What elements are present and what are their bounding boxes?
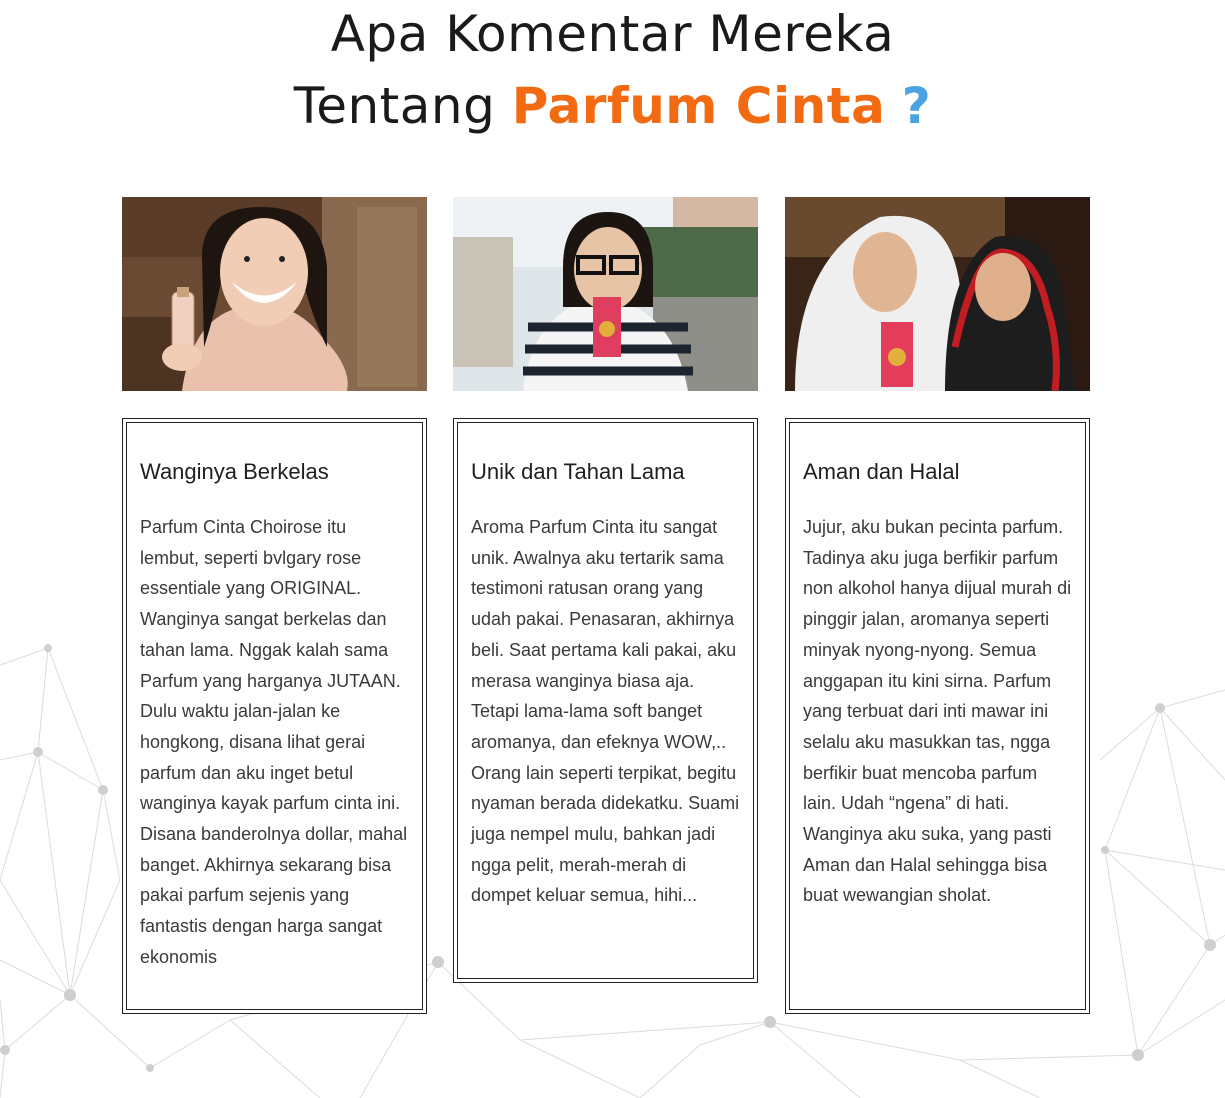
heading-line-1: Apa Komentar Mereka	[330, 5, 895, 63]
testimonial-card-2	[453, 418, 758, 983]
testimonial-card-1	[122, 418, 427, 1014]
heading-line-2	[0, 70, 1225, 142]
testimonial-title: Aman dan Halal	[803, 459, 960, 484]
testimonial-title: Unik dan Tahan Lama	[471, 459, 685, 484]
heading-prefix: Tentang	[293, 77, 512, 135]
testimonial-text: Parfum Cinta Choirose itu lembut, seperti bvlgary rose essentiale yang ORIGINAL. Wanginya sangat berkelas dan tahan lama. Nggak kalah sama Parfum yang harganya JUTAAN. Dulu waktu jalan-jalan ke hongkong, disana lihat gerai parfum dan aku inget betul wanginya kayak parfum cinta ini. Disana banderolnya dollar, mahal banget. Akhirnya sekarang bisa pakai parfum sejenis yang fantastis dengan harga sangat ekonomis	[140, 517, 408, 967]
testimonial-card-frame	[789, 422, 1086, 1010]
testimonial-card-frame	[126, 422, 423, 1010]
testimonial-card-3	[785, 418, 1090, 1014]
heading-brand-name: Parfum Cinta	[511, 77, 886, 135]
section-heading	[0, 0, 1225, 142]
testimonial-card-frame	[457, 422, 754, 979]
testimonial-text: Aroma Parfum Cinta itu sangat unik. Awalnya aku tertarik sama testimoni ratusan orang yang udah pakai. Penasaran, akhirnya beli. Saat pertama kali pakai, aku merasa wanginya biasa aja. Tetapi lama-lama soft banget aromanya, dan efeknya WOW,.. Orang lain seperti terpikat, begitu nyaman berada didekatku. Suami juga nempel mulu, bahkan jadi ngga pelit, merah-merah di dompet keluar semua, hihi...	[471, 517, 740, 906]
testimonial-title: Wanginya Berkelas	[140, 459, 329, 484]
question-mark-icon: ?	[901, 77, 932, 135]
testimonial-text: Jujur, aku bukan pecinta parfum. Tadinya aku juga berfikir parfum non alkohol hanya dijual murah di pinggir jalan, aromanya seperti minyak nyong-nyong. Semua anggapan itu kini sirna. Parfum yang terbuat dari inti mawar ini selalu aku masukkan tas, ngga berfikir buat mencoba parfum lain. Udah “ngena” di hati. Wanginya aku suka, yang pasti Aman dan Halal sehingga bisa buat wewangian sholat.	[803, 517, 1072, 906]
testimonial-photo-3	[785, 197, 1090, 391]
testimonial-photo-1	[122, 197, 427, 391]
testimonial-photo-2	[453, 197, 758, 391]
